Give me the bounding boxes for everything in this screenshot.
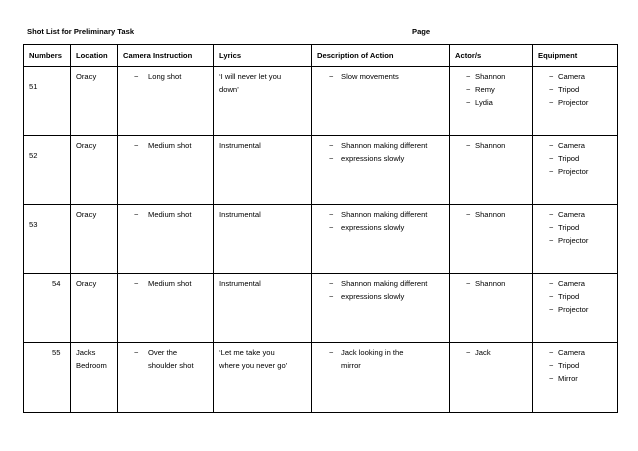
location-text: Oracy <box>76 141 97 150</box>
cell-camera <box>118 67 214 136</box>
cell-number <box>24 343 71 413</box>
camera-text: − Over the <box>118 346 209 359</box>
actor-item: − Remy <box>450 83 528 96</box>
lyrics-line: Instrumental <box>219 141 261 150</box>
cell-action <box>312 67 450 136</box>
cell-actors <box>450 274 533 343</box>
camera-text: − Long shot <box>118 70 209 83</box>
equipment-item: − Tripod <box>533 83 613 96</box>
shot-list-table <box>23 44 618 413</box>
shot-number: 53 <box>29 220 38 229</box>
location-text: Oracy <box>76 72 97 81</box>
equipment-item: − Tripod <box>533 359 613 372</box>
cell-camera <box>118 343 214 413</box>
cell-equipment <box>533 205 618 274</box>
cell-number <box>24 205 71 274</box>
lyrics-line: ‘Let me take you <box>219 348 275 357</box>
actor-item: − Jack <box>450 346 528 359</box>
cell-camera <box>118 136 214 205</box>
col-header-action: Description of Action <box>312 45 450 67</box>
action-text: − Jack looking in the <box>312 346 445 359</box>
cell-location <box>71 343 118 413</box>
equipment-item: − Tripod <box>533 152 613 165</box>
lyrics-line: Instrumental <box>219 279 261 288</box>
table-row <box>24 343 618 413</box>
action-text: − Shannon making different <box>312 139 445 152</box>
cell-camera <box>118 205 214 274</box>
location-text: Jacks <box>76 348 96 357</box>
cell-actors <box>450 67 533 136</box>
camera-text: − Medium shot <box>118 139 209 152</box>
table-row <box>24 136 618 205</box>
cell-lyrics <box>214 67 312 136</box>
action-text-cont: mirror <box>341 361 361 370</box>
cell-number <box>24 274 71 343</box>
action-text: − Shannon making different <box>312 277 445 290</box>
equipment-item: − Camera <box>533 208 613 221</box>
camera-text: − Medium shot <box>118 277 209 290</box>
cell-action <box>312 343 450 413</box>
shot-number: 52 <box>29 151 38 160</box>
col-header-camera: Camera Instruction <box>118 45 214 67</box>
actor-item: − Shannon <box>450 208 528 221</box>
cell-lyrics <box>214 205 312 274</box>
table-row <box>24 274 618 343</box>
col-header-lyrics: Lyrics <box>214 45 312 67</box>
equipment-item: − Camera <box>533 277 613 290</box>
actor-item: − Lydia <box>450 96 528 109</box>
col-header-location: Location <box>71 45 118 67</box>
cell-number <box>24 67 71 136</box>
cell-action <box>312 205 450 274</box>
camera-text: − Medium shot <box>118 208 209 221</box>
cell-action <box>312 274 450 343</box>
cell-location <box>71 274 118 343</box>
cell-location <box>71 67 118 136</box>
cell-equipment <box>533 274 618 343</box>
shot-number: 54 <box>52 279 61 288</box>
action-text-cont: − expressions slowly <box>312 152 445 165</box>
shot-number: 55 <box>52 348 61 357</box>
cell-number <box>24 136 71 205</box>
action-text: − Shannon making different <box>312 208 445 221</box>
location-text: Oracy <box>76 279 97 288</box>
table-header-row <box>24 45 618 67</box>
cell-lyrics <box>214 136 312 205</box>
actor-item: − Shannon <box>450 70 528 83</box>
lyrics-line: down’ <box>219 85 239 94</box>
equipment-item: − Mirror <box>533 372 613 385</box>
cell-equipment <box>533 67 618 136</box>
action-text-cont: − expressions slowly <box>312 221 445 234</box>
cell-actors <box>450 205 533 274</box>
location-text: Oracy <box>76 210 97 219</box>
equipment-item: − Camera <box>533 70 613 83</box>
actor-item: − Shannon <box>450 277 528 290</box>
equipment-item: − Projector <box>533 234 613 247</box>
action-text-cont: − expressions slowly <box>312 290 445 303</box>
location-text: Bedroom <box>76 361 107 370</box>
cell-action <box>312 136 450 205</box>
equipment-item: − Projector <box>533 165 613 178</box>
cell-actors <box>450 343 533 413</box>
cell-location <box>71 136 118 205</box>
lyrics-line: where you never go’ <box>219 361 288 370</box>
col-header-equipment: Equipment <box>533 45 618 67</box>
cell-actors <box>450 136 533 205</box>
lyrics-line: Instrumental <box>219 210 261 219</box>
document-title: Shot List for Preliminary Task <box>27 27 135 36</box>
cell-camera <box>118 274 214 343</box>
camera-text-cont: shoulder shot <box>148 361 194 370</box>
shot-number: 51 <box>29 82 38 91</box>
page-label: Page <box>412 27 431 36</box>
col-header-actors: Actor/s <box>450 45 533 67</box>
equipment-item: − Tripod <box>533 221 613 234</box>
col-header-numbers: Numbers <box>24 45 71 67</box>
lyrics-line: ‘I will never let you <box>219 72 282 81</box>
equipment-item: − Projector <box>533 303 613 316</box>
equipment-item: − Camera <box>533 139 613 152</box>
action-text: − Slow movements <box>312 70 445 83</box>
table-row <box>24 205 618 274</box>
cell-equipment <box>533 136 618 205</box>
cell-lyrics <box>214 343 312 413</box>
cell-equipment <box>533 343 618 413</box>
cell-lyrics <box>214 274 312 343</box>
actor-item: − Shannon <box>450 139 528 152</box>
equipment-item: − Tripod <box>533 290 613 303</box>
cell-location <box>71 205 118 274</box>
equipment-item: − Projector <box>533 96 613 109</box>
table-row <box>24 67 618 136</box>
equipment-item: − Camera <box>533 346 613 359</box>
